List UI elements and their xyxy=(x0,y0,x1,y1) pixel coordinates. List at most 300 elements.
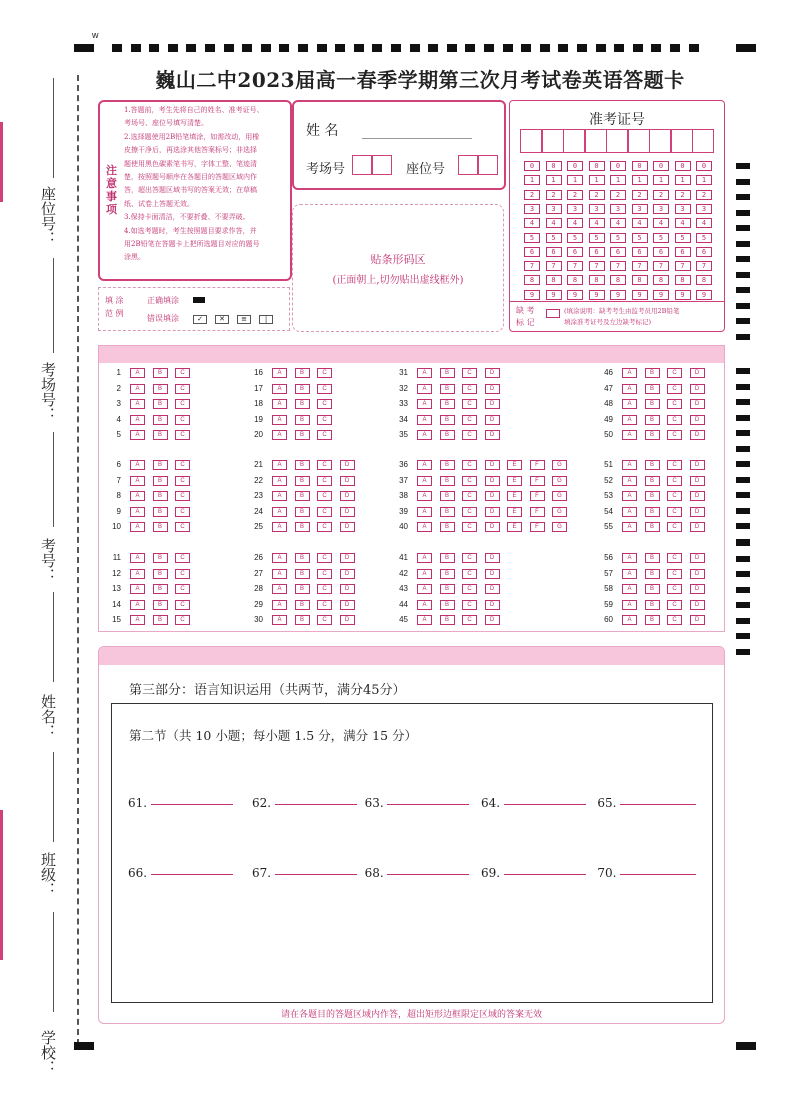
option-bubble[interactable]: A xyxy=(130,600,145,610)
option-bubble[interactable]: A xyxy=(622,415,637,425)
option-bubble[interactable]: C xyxy=(317,522,332,532)
ticket-digit-bubble[interactable]: 4 xyxy=(653,218,669,228)
option-bubble[interactable]: D xyxy=(690,430,705,440)
option-bubble[interactable]: D xyxy=(340,615,355,625)
ticket-digit-bubble[interactable]: 1 xyxy=(675,175,691,185)
option-bubble[interactable]: C xyxy=(667,399,682,409)
option-bubble[interactable]: C xyxy=(667,384,682,394)
ticket-digit-bubble[interactable]: 1 xyxy=(589,175,605,185)
ticket-digit-bubble[interactable]: 8 xyxy=(653,275,669,285)
ticket-digit-bubble[interactable]: 7 xyxy=(589,261,605,271)
ticket-digit-bubble[interactable]: 6 xyxy=(546,247,562,257)
option-bubble[interactable]: B xyxy=(440,615,455,625)
ticket-write-cell[interactable] xyxy=(606,129,628,153)
option-bubble[interactable]: D xyxy=(485,615,500,625)
option-bubble[interactable]: A xyxy=(130,584,145,594)
ticket-write-cell[interactable] xyxy=(692,129,714,153)
option-bubble[interactable]: B xyxy=(153,384,168,394)
option-bubble[interactable]: A xyxy=(130,615,145,625)
ticket-write-cell[interactable] xyxy=(628,129,650,153)
option-bubble[interactable]: B xyxy=(440,491,455,501)
option-bubble[interactable]: A xyxy=(622,553,637,563)
option-bubble[interactable]: B xyxy=(153,476,168,486)
option-bubble[interactable]: C xyxy=(317,553,332,563)
option-bubble[interactable]: C xyxy=(462,460,477,470)
option-bubble[interactable]: B xyxy=(153,584,168,594)
ticket-digit-bubble[interactable]: 5 xyxy=(589,233,605,243)
ticket-digit-bubble[interactable]: 4 xyxy=(675,218,691,228)
option-bubble[interactable]: A xyxy=(417,553,432,563)
option-bubble[interactable]: B xyxy=(645,368,660,378)
option-bubble[interactable]: C xyxy=(667,507,682,517)
ticket-digit-bubble[interactable]: 5 xyxy=(610,233,626,243)
option-bubble[interactable]: D xyxy=(485,415,500,425)
answer-blank[interactable] xyxy=(387,803,469,805)
ticket-digit-bubble[interactable]: 5 xyxy=(524,233,540,243)
option-bubble[interactable]: B xyxy=(440,415,455,425)
ticket-digit-bubble[interactable]: 1 xyxy=(524,175,540,185)
ticket-digit-bubble[interactable]: 2 xyxy=(589,190,605,200)
answer-blank[interactable] xyxy=(151,803,233,805)
option-bubble[interactable]: D xyxy=(340,491,355,501)
option-bubble[interactable]: D xyxy=(690,415,705,425)
ticket-digit-bubble[interactable]: 0 xyxy=(589,161,605,171)
answer-blank[interactable] xyxy=(275,873,357,875)
ticket-digit-bubble[interactable]: 2 xyxy=(610,190,626,200)
option-bubble[interactable]: F xyxy=(530,476,545,486)
ticket-digit-bubble[interactable]: 8 xyxy=(546,275,562,285)
option-bubble[interactable]: G xyxy=(552,476,567,486)
option-bubble[interactable]: B xyxy=(440,584,455,594)
ticket-digit-bubble[interactable]: 5 xyxy=(653,233,669,243)
ticket-digit-bubble[interactable]: 4 xyxy=(546,218,562,228)
ticket-digit-bubble[interactable]: 7 xyxy=(567,261,583,271)
seat-digit-box[interactable] xyxy=(458,155,478,175)
option-bubble[interactable]: A xyxy=(417,430,432,440)
option-bubble[interactable]: B xyxy=(295,384,310,394)
option-bubble[interactable]: D xyxy=(485,584,500,594)
option-bubble[interactable]: B xyxy=(440,460,455,470)
option-bubble[interactable]: B xyxy=(153,430,168,440)
option-bubble[interactable]: D xyxy=(485,476,500,486)
option-bubble[interactable]: A xyxy=(130,384,145,394)
ticket-digit-bubble[interactable]: 7 xyxy=(696,261,712,271)
ticket-digit-bubble[interactable]: 0 xyxy=(546,161,562,171)
ticket-digit-bubble[interactable]: 7 xyxy=(546,261,562,271)
ticket-digit-bubble[interactable]: 1 xyxy=(567,175,583,185)
option-bubble[interactable]: B xyxy=(645,584,660,594)
option-bubble[interactable]: D xyxy=(340,584,355,594)
option-bubble[interactable]: A xyxy=(622,384,637,394)
option-bubble[interactable]: C xyxy=(175,415,190,425)
option-bubble[interactable]: E xyxy=(507,476,522,486)
option-bubble[interactable]: A xyxy=(272,553,287,563)
option-bubble[interactable]: D xyxy=(690,384,705,394)
option-bubble[interactable]: A xyxy=(272,460,287,470)
option-bubble[interactable]: A xyxy=(417,569,432,579)
option-bubble[interactable]: D xyxy=(340,569,355,579)
option-bubble[interactable]: C xyxy=(462,491,477,501)
option-bubble[interactable]: B xyxy=(645,522,660,532)
option-bubble[interactable]: A xyxy=(130,522,145,532)
option-bubble[interactable]: C xyxy=(667,460,682,470)
option-bubble[interactable]: C xyxy=(317,600,332,610)
option-bubble[interactable]: C xyxy=(317,476,332,486)
ticket-digit-bubble[interactable]: 9 xyxy=(610,290,626,300)
option-bubble[interactable]: B xyxy=(295,415,310,425)
option-bubble[interactable]: A xyxy=(130,491,145,501)
ticket-digit-bubble[interactable]: 6 xyxy=(567,247,583,257)
ticket-digit-bubble[interactable]: 6 xyxy=(610,247,626,257)
option-bubble[interactable]: C xyxy=(667,415,682,425)
option-bubble[interactable]: C xyxy=(462,384,477,394)
option-bubble[interactable]: B xyxy=(645,569,660,579)
ticket-digit-bubble[interactable]: 0 xyxy=(567,161,583,171)
option-bubble[interactable]: B xyxy=(295,476,310,486)
option-bubble[interactable]: B xyxy=(153,569,168,579)
ticket-write-cell[interactable] xyxy=(649,129,671,153)
option-bubble[interactable]: C xyxy=(175,507,190,517)
option-bubble[interactable]: C xyxy=(175,430,190,440)
option-bubble[interactable]: B xyxy=(295,399,310,409)
option-bubble[interactable]: A xyxy=(417,491,432,501)
ticket-digit-bubble[interactable]: 4 xyxy=(696,218,712,228)
option-bubble[interactable]: D xyxy=(690,584,705,594)
ticket-digit-bubble[interactable]: 3 xyxy=(567,204,583,214)
ticket-write-cell[interactable] xyxy=(520,129,542,153)
ticket-digit-bubble[interactable]: 4 xyxy=(632,218,648,228)
ticket-digit-bubble[interactable]: 3 xyxy=(653,204,669,214)
option-bubble[interactable]: B xyxy=(440,522,455,532)
option-bubble[interactable]: C xyxy=(667,522,682,532)
ticket-digit-bubble[interactable]: 9 xyxy=(696,290,712,300)
option-bubble[interactable]: C xyxy=(175,368,190,378)
ticket-digit-bubble[interactable]: 2 xyxy=(524,190,540,200)
option-bubble[interactable]: A xyxy=(622,600,637,610)
ticket-digit-bubble[interactable]: 8 xyxy=(632,275,648,285)
option-bubble[interactable]: A xyxy=(272,491,287,501)
option-bubble[interactable]: C xyxy=(667,615,682,625)
option-bubble[interactable]: C xyxy=(667,476,682,486)
option-bubble[interactable]: B xyxy=(440,476,455,486)
ticket-write-cell[interactable] xyxy=(542,129,564,153)
option-bubble[interactable]: A xyxy=(417,368,432,378)
option-bubble[interactable]: B xyxy=(295,368,310,378)
ticket-digit-bubble[interactable]: 0 xyxy=(653,161,669,171)
ticket-digit-bubble[interactable]: 0 xyxy=(524,161,540,171)
option-bubble[interactable]: C xyxy=(175,460,190,470)
option-bubble[interactable]: D xyxy=(340,522,355,532)
option-bubble[interactable]: D xyxy=(690,600,705,610)
answer-blank[interactable] xyxy=(620,873,696,875)
option-bubble[interactable]: A xyxy=(272,430,287,440)
option-bubble[interactable]: A xyxy=(622,399,637,409)
option-bubble[interactable]: D xyxy=(485,399,500,409)
answer-blank[interactable] xyxy=(275,803,357,805)
ticket-digit-bubble[interactable]: 9 xyxy=(546,290,562,300)
ticket-digit-bubble[interactable]: 5 xyxy=(632,233,648,243)
option-bubble[interactable]: B xyxy=(645,476,660,486)
option-bubble[interactable]: A xyxy=(272,384,287,394)
option-bubble[interactable]: A xyxy=(417,584,432,594)
ticket-digit-bubble[interactable]: 7 xyxy=(632,261,648,271)
option-bubble[interactable]: B xyxy=(295,584,310,594)
ticket-digit-bubble[interactable]: 5 xyxy=(696,233,712,243)
ticket-digit-bubble[interactable]: 8 xyxy=(524,275,540,285)
option-bubble[interactable]: C xyxy=(175,476,190,486)
option-bubble[interactable]: C xyxy=(667,368,682,378)
option-bubble[interactable]: A xyxy=(622,584,637,594)
option-bubble[interactable]: C xyxy=(175,491,190,501)
absent-bubble[interactable] xyxy=(546,309,560,318)
option-bubble[interactable]: C xyxy=(317,384,332,394)
ticket-digit-bubble[interactable]: 0 xyxy=(675,161,691,171)
option-bubble[interactable]: B xyxy=(440,430,455,440)
option-bubble[interactable]: C xyxy=(175,615,190,625)
ticket-digit-bubble[interactable]: 2 xyxy=(567,190,583,200)
option-bubble[interactable]: D xyxy=(340,476,355,486)
option-bubble[interactable]: C xyxy=(175,384,190,394)
answer-blank[interactable] xyxy=(387,873,469,875)
option-bubble[interactable]: D xyxy=(340,600,355,610)
option-bubble[interactable]: C xyxy=(667,553,682,563)
option-bubble[interactable]: B xyxy=(295,569,310,579)
option-bubble[interactable]: B xyxy=(153,553,168,563)
option-bubble[interactable]: B xyxy=(153,368,168,378)
option-bubble[interactable]: B xyxy=(153,399,168,409)
option-bubble[interactable]: B xyxy=(153,415,168,425)
ticket-digit-bubble[interactable]: 4 xyxy=(610,218,626,228)
ticket-digit-bubble[interactable]: 6 xyxy=(632,247,648,257)
ticket-digit-bubble[interactable]: 6 xyxy=(653,247,669,257)
option-bubble[interactable]: B xyxy=(295,430,310,440)
ticket-digit-bubble[interactable]: 2 xyxy=(675,190,691,200)
option-bubble[interactable]: B xyxy=(153,615,168,625)
option-bubble[interactable]: C xyxy=(317,399,332,409)
option-bubble[interactable]: D xyxy=(690,476,705,486)
option-bubble[interactable]: A xyxy=(417,415,432,425)
option-bubble[interactable]: D xyxy=(340,553,355,563)
option-bubble[interactable]: B xyxy=(295,522,310,532)
option-bubble[interactable]: B xyxy=(295,491,310,501)
option-bubble[interactable]: D xyxy=(690,368,705,378)
option-bubble[interactable]: A xyxy=(130,415,145,425)
option-bubble[interactable]: C xyxy=(462,584,477,594)
ticket-digit-bubble[interactable]: 1 xyxy=(632,175,648,185)
ticket-digit-bubble[interactable]: 7 xyxy=(524,261,540,271)
option-bubble[interactable]: C xyxy=(462,522,477,532)
option-bubble[interactable]: G xyxy=(552,507,567,517)
option-bubble[interactable]: B xyxy=(645,460,660,470)
ticket-digit-bubble[interactable]: 5 xyxy=(546,233,562,243)
ticket-digit-bubble[interactable]: 9 xyxy=(567,290,583,300)
option-bubble[interactable]: A xyxy=(417,615,432,625)
option-bubble[interactable]: B xyxy=(440,399,455,409)
ticket-digit-bubble[interactable]: 1 xyxy=(696,175,712,185)
option-bubble[interactable]: C xyxy=(317,615,332,625)
option-bubble[interactable]: C xyxy=(317,460,332,470)
answer-blank[interactable] xyxy=(504,803,586,805)
option-bubble[interactable]: D xyxy=(485,553,500,563)
ticket-digit-bubble[interactable]: 8 xyxy=(567,275,583,285)
option-bubble[interactable]: A xyxy=(130,507,145,517)
ticket-digit-bubble[interactable]: 8 xyxy=(696,275,712,285)
option-bubble[interactable]: C xyxy=(462,600,477,610)
ticket-digit-bubble[interactable]: 3 xyxy=(524,204,540,214)
option-bubble[interactable]: D xyxy=(690,399,705,409)
ticket-digit-bubble[interactable]: 9 xyxy=(675,290,691,300)
option-bubble[interactable]: C xyxy=(317,584,332,594)
option-bubble[interactable]: A xyxy=(622,569,637,579)
option-bubble[interactable]: A xyxy=(130,368,145,378)
ticket-digit-bubble[interactable]: 3 xyxy=(675,204,691,214)
option-bubble[interactable]: B xyxy=(153,600,168,610)
option-bubble[interactable]: C xyxy=(462,415,477,425)
option-bubble[interactable]: C xyxy=(667,600,682,610)
ticket-digit-bubble[interactable]: 5 xyxy=(567,233,583,243)
option-bubble[interactable]: A xyxy=(622,368,637,378)
ticket-digit-bubble[interactable]: 7 xyxy=(653,261,669,271)
ticket-digit-bubble[interactable]: 7 xyxy=(675,261,691,271)
option-bubble[interactable]: A xyxy=(272,476,287,486)
option-bubble[interactable]: A xyxy=(622,615,637,625)
ticket-digit-bubble[interactable]: 0 xyxy=(632,161,648,171)
option-bubble[interactable]: A xyxy=(272,399,287,409)
ticket-write-cell[interactable] xyxy=(671,129,693,153)
option-bubble[interactable]: D xyxy=(485,569,500,579)
option-bubble[interactable]: A xyxy=(272,600,287,610)
option-bubble[interactable]: D xyxy=(485,600,500,610)
room-digit-box[interactable] xyxy=(372,155,392,175)
option-bubble[interactable]: D xyxy=(690,553,705,563)
ticket-digit-bubble[interactable]: 8 xyxy=(675,275,691,285)
option-bubble[interactable]: A xyxy=(417,507,432,517)
option-bubble[interactable]: F xyxy=(530,507,545,517)
option-bubble[interactable]: B xyxy=(440,553,455,563)
ticket-digit-bubble[interactable]: 6 xyxy=(696,247,712,257)
option-bubble[interactable]: A xyxy=(130,569,145,579)
option-bubble[interactable]: A xyxy=(272,569,287,579)
option-bubble[interactable]: A xyxy=(622,522,637,532)
ticket-digit-bubble[interactable]: 4 xyxy=(589,218,605,228)
option-bubble[interactable]: C xyxy=(317,491,332,501)
ticket-digit-bubble[interactable]: 9 xyxy=(589,290,605,300)
ticket-digit-bubble[interactable]: 9 xyxy=(632,290,648,300)
ticket-write-cell[interactable] xyxy=(563,129,585,153)
option-bubble[interactable]: A xyxy=(622,476,637,486)
option-bubble[interactable]: G xyxy=(552,522,567,532)
option-bubble[interactable]: A xyxy=(130,553,145,563)
option-bubble[interactable]: A xyxy=(417,522,432,532)
option-bubble[interactable]: F xyxy=(530,522,545,532)
option-bubble[interactable]: E xyxy=(507,460,522,470)
ticket-digit-bubble[interactable]: 1 xyxy=(546,175,562,185)
ticket-digit-bubble[interactable]: 0 xyxy=(610,161,626,171)
ticket-digit-bubble[interactable]: 8 xyxy=(610,275,626,285)
option-bubble[interactable]: F xyxy=(530,460,545,470)
ticket-digit-bubble[interactable]: 3 xyxy=(696,204,712,214)
option-bubble[interactable]: A xyxy=(272,368,287,378)
option-bubble[interactable]: C xyxy=(462,368,477,378)
option-bubble[interactable]: C xyxy=(175,584,190,594)
answer-blank[interactable] xyxy=(620,803,696,805)
ticket-digit-bubble[interactable]: 2 xyxy=(632,190,648,200)
option-bubble[interactable]: A xyxy=(272,584,287,594)
option-bubble[interactable]: E xyxy=(507,507,522,517)
option-bubble[interactable]: B xyxy=(645,399,660,409)
option-bubble[interactable]: C xyxy=(175,569,190,579)
option-bubble[interactable]: A xyxy=(622,460,637,470)
answer-blank[interactable] xyxy=(504,873,586,875)
option-bubble[interactable]: D xyxy=(485,368,500,378)
option-bubble[interactable]: D xyxy=(340,460,355,470)
option-bubble[interactable]: C xyxy=(175,399,190,409)
option-bubble[interactable]: D xyxy=(690,615,705,625)
option-bubble[interactable]: D xyxy=(690,507,705,517)
option-bubble[interactable]: A xyxy=(130,399,145,409)
option-bubble[interactable]: B xyxy=(295,507,310,517)
option-bubble[interactable]: A xyxy=(272,507,287,517)
ticket-digit-bubble[interactable]: 9 xyxy=(524,290,540,300)
option-bubble[interactable]: A xyxy=(130,476,145,486)
ticket-digit-bubble[interactable]: 4 xyxy=(524,218,540,228)
option-bubble[interactable]: C xyxy=(175,522,190,532)
option-bubble[interactable]: D xyxy=(690,460,705,470)
option-bubble[interactable]: B xyxy=(645,553,660,563)
option-bubble[interactable]: C xyxy=(667,491,682,501)
option-bubble[interactable]: B xyxy=(440,600,455,610)
option-bubble[interactable]: D xyxy=(485,522,500,532)
option-bubble[interactable]: A xyxy=(130,430,145,440)
option-bubble[interactable]: B xyxy=(645,491,660,501)
option-bubble[interactable]: B xyxy=(440,384,455,394)
answer-blank[interactable] xyxy=(151,873,233,875)
option-bubble[interactable]: B xyxy=(295,600,310,610)
option-bubble[interactable]: B xyxy=(295,460,310,470)
option-bubble[interactable]: A xyxy=(622,430,637,440)
name-field[interactable] xyxy=(362,138,472,139)
option-bubble[interactable]: A xyxy=(130,460,145,470)
option-bubble[interactable]: E xyxy=(507,491,522,501)
option-bubble[interactable]: C xyxy=(317,368,332,378)
ticket-digit-bubble[interactable]: 1 xyxy=(653,175,669,185)
option-bubble[interactable]: B xyxy=(440,507,455,517)
ticket-digit-bubble[interactable]: 0 xyxy=(696,161,712,171)
option-bubble[interactable]: C xyxy=(462,615,477,625)
option-bubble[interactable]: D xyxy=(690,569,705,579)
option-bubble[interactable]: C xyxy=(667,569,682,579)
ticket-digit-bubble[interactable]: 2 xyxy=(696,190,712,200)
option-bubble[interactable]: C xyxy=(462,569,477,579)
ticket-digit-bubble[interactable]: 3 xyxy=(610,204,626,214)
ticket-digit-bubble[interactable]: 3 xyxy=(632,204,648,214)
option-bubble[interactable]: D xyxy=(485,460,500,470)
option-bubble[interactable]: C xyxy=(462,507,477,517)
option-bubble[interactable]: B xyxy=(645,600,660,610)
option-bubble[interactable]: C xyxy=(667,430,682,440)
ticket-digit-bubble[interactable]: 6 xyxy=(589,247,605,257)
option-bubble[interactable]: C xyxy=(317,430,332,440)
ticket-digit-bubble[interactable]: 4 xyxy=(567,218,583,228)
option-bubble[interactable]: F xyxy=(530,491,545,501)
option-bubble[interactable]: A xyxy=(417,476,432,486)
option-bubble[interactable]: B xyxy=(295,615,310,625)
option-bubble[interactable]: G xyxy=(552,491,567,501)
ticket-digit-bubble[interactable]: 3 xyxy=(546,204,562,214)
option-bubble[interactable]: B xyxy=(153,522,168,532)
option-bubble[interactable]: B xyxy=(440,569,455,579)
option-bubble[interactable]: C xyxy=(462,553,477,563)
